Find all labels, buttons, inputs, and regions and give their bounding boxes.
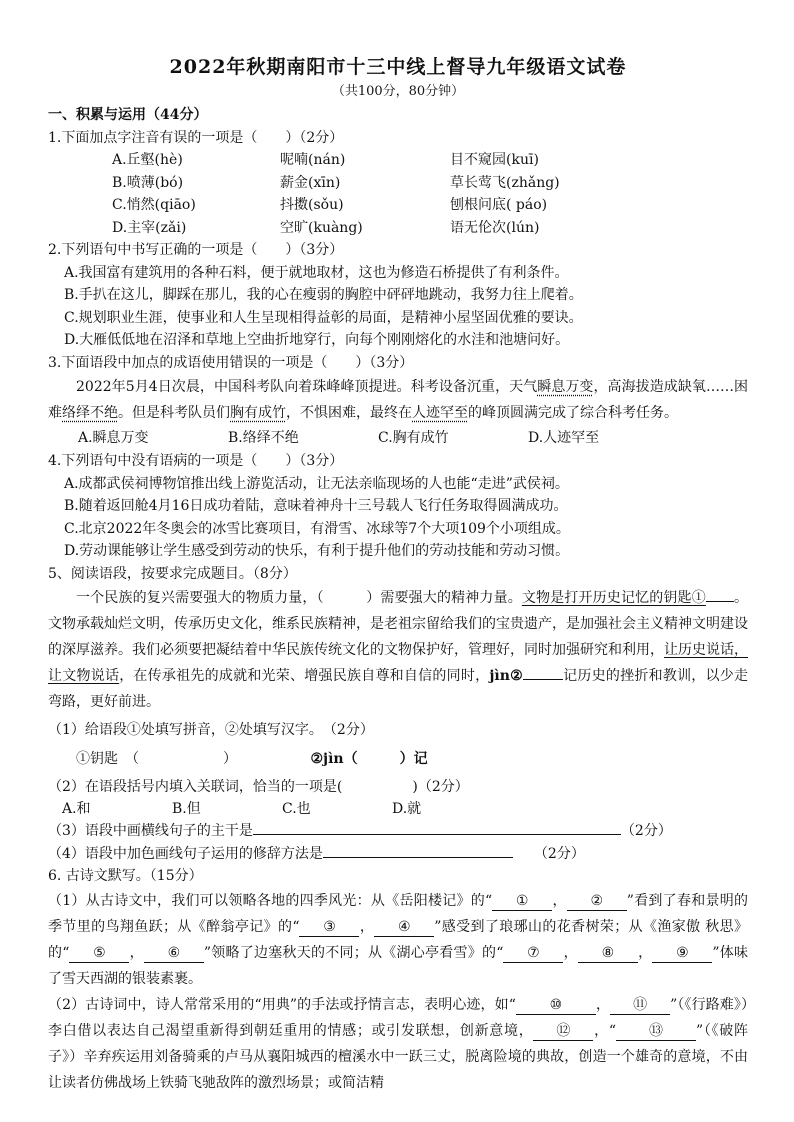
- question-5-stem: 5、阅读语段，按要求完成题目。（8分）: [48, 565, 297, 582]
- q6-blank-6[interactable]: ⑥: [144, 944, 204, 963]
- q5-text-4: 记历史的挫折和教训，以少走弯路，更好前进。: [48, 668, 749, 710]
- q5-sub4: （4）语段中加色画线句子运用的修辞方法是: [48, 845, 323, 862]
- q6-blank-13[interactable]: ⑬: [616, 1022, 696, 1041]
- q6-text-6: （2）古诗词中，诗人常常采用的“用典”的手法或抒情言志，表明心迹，如“: [48, 996, 516, 1013]
- q5-text-1: 一个民族的复兴需要强大的物质力量，（ ）需要强大的精神力量。: [76, 590, 522, 606]
- q6-text-8: ”（《破阵子》）辛弃疾运用刘备骑乘的卢马从襄阳城西的檀溪水中一跃三丈，脱离险境的典故，创造一个雄奇的意境，不由让读者仿佛战场上铁骑飞驰敌阵的激烈场景；或简洁精: [48, 1022, 748, 1091]
- q1-b3: 草长莺飞(zhǎng): [450, 174, 560, 191]
- q5-sub3-score: （2分）: [620, 823, 672, 839]
- q5-sub2-choice-a: A.和: [62, 801, 91, 817]
- q1-row-d: [48, 217, 748, 240]
- q1-b2: 薪金(xīn): [280, 174, 341, 191]
- q6-text-2: ”看到了春和景明的季节里的鸟翔鱼跃；从《醉翁亭记》的“: [48, 892, 748, 935]
- q3-choice-a: A.瞬息万变: [78, 430, 149, 446]
- q6-blank-12[interactable]: ⑫: [533, 1022, 593, 1041]
- q4-option-b: B.随着返回舱4月16日成功着陆，意味着神舟十三号载人飞行任务取得圆满成功。: [64, 498, 568, 514]
- q5-blank-2[interactable]: [523, 665, 563, 680]
- q1-a3: 目不窥园(kuī): [450, 152, 539, 168]
- q1-c2: 抖擞(sǒu): [280, 197, 344, 213]
- q3-choice-c: C.胸有成竹: [378, 430, 449, 446]
- q3-choice-b: B.络绎不绝: [228, 430, 299, 446]
- q1-c1: C.悄然(qiāo): [112, 197, 196, 213]
- question-1-stem: 1.下面加点字注音有误的一项是（ ）（2分）: [48, 129, 344, 146]
- q3-text-3: 。但是科考队员们: [118, 405, 230, 421]
- q4-option-a: A.成都武侯祠博物馆推出线上游览活动，让无法亲临现场的人也能“走进”武侯祠。: [64, 475, 569, 492]
- q6-blank-1[interactable]: ①: [492, 892, 552, 911]
- q6-blank-5[interactable]: ⑤: [69, 944, 129, 963]
- q3-idiom-4: 人迹罕至: [412, 405, 468, 421]
- q5-colored-sentence: 让历史说话，让文物说话: [48, 642, 748, 684]
- q5-sub1-b: ②jìn（ ）记: [310, 750, 428, 767]
- q5-sub3-blank[interactable]: [253, 820, 621, 835]
- section-heading: 一、积累与运用（44分）: [48, 107, 208, 123]
- q3-text-5: 的峰顶圆满完成了综合科考任务。: [468, 405, 678, 421]
- q5-text-3: ，在传承祖先的成就和光荣、增强民族自尊和自信的同时，: [119, 668, 490, 684]
- question-3-stem: 3.下面语段中加点的成语使用错误的一项是（ ）（3分）: [48, 354, 414, 371]
- q3-idiom-1: 瞬息万变: [537, 379, 594, 395]
- page-title: 2022年秋期南阳市十三中线上督导九年级语文试卷: [169, 56, 627, 78]
- q4-option-c: C.北京2022年冬奥会的冰雪比赛项目，有滑雪、冰球等7个大项109个小项组成。: [64, 520, 570, 537]
- q6-blank-9[interactable]: ⑨: [652, 944, 712, 963]
- q5-sub3: （3）语段中画横线句子的主干是: [48, 823, 253, 839]
- q6-blank-3[interactable]: ③: [299, 918, 359, 937]
- q3-passage: [48, 374, 748, 426]
- q2-option-b: B.手扒在这儿，脚踩在那儿，我的心在瘦弱的胸腔中砰砰地跳动，我努力往上爬着。: [64, 287, 583, 303]
- q1-row-a: [48, 149, 748, 172]
- q6-text-1: （1）从古诗文中，我们可以领略各地的四季风光：从《岳阳楼记》的“: [48, 892, 493, 909]
- q3-idiom-3: 胸有成竹: [230, 405, 286, 421]
- q6-text-7: ”（《行路难》）李白借以表达自己渴望重新得到朝廷重用的情感；或引发联想，创新意境，: [48, 996, 748, 1039]
- q1-d1: D.主宰(zǎi): [112, 219, 187, 236]
- q5-sub2: （2）在语段括号内填入关联词，恰当的一项是( )（2分）: [48, 778, 469, 795]
- q1-b1: B.喷薄(bó): [112, 174, 184, 191]
- q5-sub1-a: ①钥匙 （ ）: [76, 750, 237, 767]
- q5-jin-pinyin: jìn②: [489, 668, 523, 684]
- q6-text-3: ”感受到了琅琊山的花香树荣；从《渔家傲 秋思》的“: [48, 918, 749, 961]
- question-4-stem: 4.下列语句中没有语病的一项是（ ）（3分）: [48, 453, 344, 469]
- q5-sub4-score: （2分）: [540, 845, 585, 862]
- q4-option-d: D.劳动课能够让学生感受到劳动的快乐，有利于提升他们的劳动技能和劳动习惯。: [64, 543, 570, 559]
- q1-a1: A.丘壑(hè): [112, 152, 183, 168]
- q3-text-2: ，高海拔造成缺氧……困难: [48, 379, 749, 421]
- q5-sub4-line: [48, 843, 748, 866]
- q1-d3: 语无伦次(lún): [450, 219, 540, 236]
- page-subtitle: （共100分，80分钟）: [331, 84, 465, 99]
- question-6-stem: 6. 古诗文默写。（15分）: [48, 868, 203, 884]
- q6-text-5: ”体味了雪天西湖的银装素裹。: [48, 944, 749, 987]
- q5-text-2: 。文物承载灿烂文明，传承历史文化，维系民族精神，是老祖宗留给我们的宝贵遗产，是加强社会主义精神文明建设的深厚滋养。我们必须要把凝结着中华民族传统文化的文物保护好，管理好，同时加强研究和利用，: [48, 590, 749, 658]
- q5-sub3-line: [48, 820, 748, 843]
- q2-option-a: A.我国富有建筑用的各种石料，便于就地取材，这也为修造石桥提供了有利条件。: [64, 264, 569, 281]
- q6-part2: （2）古诗词中，诗人常常采用的“用典”的手法或抒情言志，表明心迹，如“ ⑩ ， ⑪ ”（《行路难》）李白借以表达自己渴望重新得到朝廷重用的情感；或引发联想，创新意境， ⑫ ，“ ⑬ ”（《破阵子》）辛弃疾运用刘备骑乘的卢马从襄阳城西的檀溪水中一跃三丈，脱离险境的典故，创造一个雄奇的意境，不由让读者仿佛战场上铁骑飞驰敌阵的激烈场景；或简洁精: [48, 996, 748, 1091]
- q3-text-1: 2022年5月4日次晨，中国科考队向着珠峰峰顶提进。科考设备沉重，天气: [76, 379, 538, 395]
- q5-sub4-blank[interactable]: [323, 843, 513, 858]
- q2-option-d: D.大雁低低地在沼泽和草地上空曲折地穿行，向每个刚刚熔化的水洼和池塘问好。: [64, 332, 570, 348]
- q1-a2: 呢喃(nán): [280, 152, 346, 168]
- q5-underlined-sentence: 文物是打开历史记忆的钥匙①: [521, 590, 706, 606]
- q5-sub2-choice-b: B.但: [172, 801, 201, 817]
- q2-option-c: C.规划职业生涯，使事业和人生呈现相得益彰的局面，是精神小屋坚固优雅的要诀。: [64, 309, 583, 326]
- q1-row-c: [48, 194, 748, 217]
- q5-sub1-answers: [48, 742, 748, 776]
- q3-choices: [48, 426, 748, 450]
- q6-blank-8[interactable]: ⑧: [578, 944, 638, 963]
- q6-blank-7[interactable]: ⑦: [503, 944, 563, 963]
- q5-blank-1[interactable]: [706, 587, 734, 602]
- q5-sub2-choice-c: C.也: [282, 801, 311, 817]
- q6-part1: （1）从古诗文中，我们可以领略各地的四季风光：从《岳阳楼记》的“ ① ， ② ”看到了春和景明的季节里的鸟翔鱼跃；从《醉翁亭记》的“ ③ ， ④ ”感受到了琅琊山的花香树荣；从《渔家傲 秋思》的“ ⑤ ， ⑥ ”领略了边塞秋天的不同；从《湖心亭看雪》的“ ⑦ ， ⑧ ， ⑨ ”体味了雪天西湖的银装素裹。: [48, 892, 749, 987]
- exam-page: [48, 52, 748, 1096]
- q1-c3: 刨根问底( páo): [450, 197, 548, 213]
- q5-passage: [48, 585, 748, 715]
- q5-sub1: （1）给语段①处填写拼音，②处填写汉字。 （2分）: [48, 722, 374, 738]
- q5-sub2-choice-d: D.就: [392, 801, 422, 817]
- q6-text-4: ”领略了边塞秋天的不同；从《湖心亭看雪》的“: [203, 944, 504, 961]
- q6-blank-11[interactable]: ⑪: [610, 996, 670, 1015]
- q1-d2: 空旷(kuàng): [280, 219, 363, 236]
- q6-blank-10[interactable]: ⑩: [516, 996, 596, 1015]
- q5-sub2-choices: [48, 798, 748, 820]
- q3-text-4: ，不惧困难，最终在: [286, 405, 412, 421]
- q3-idiom-2: 络绎不绝: [62, 405, 118, 421]
- q1-row-b: [48, 172, 748, 195]
- question-2-stem: 2.下列语句中书写正确的一项是（ ）（3分）: [48, 242, 344, 258]
- q6-blank-4[interactable]: ④: [374, 918, 434, 937]
- q3-choice-d: D.人迹罕至: [528, 430, 600, 446]
- q6-blank-2[interactable]: ②: [567, 892, 627, 911]
